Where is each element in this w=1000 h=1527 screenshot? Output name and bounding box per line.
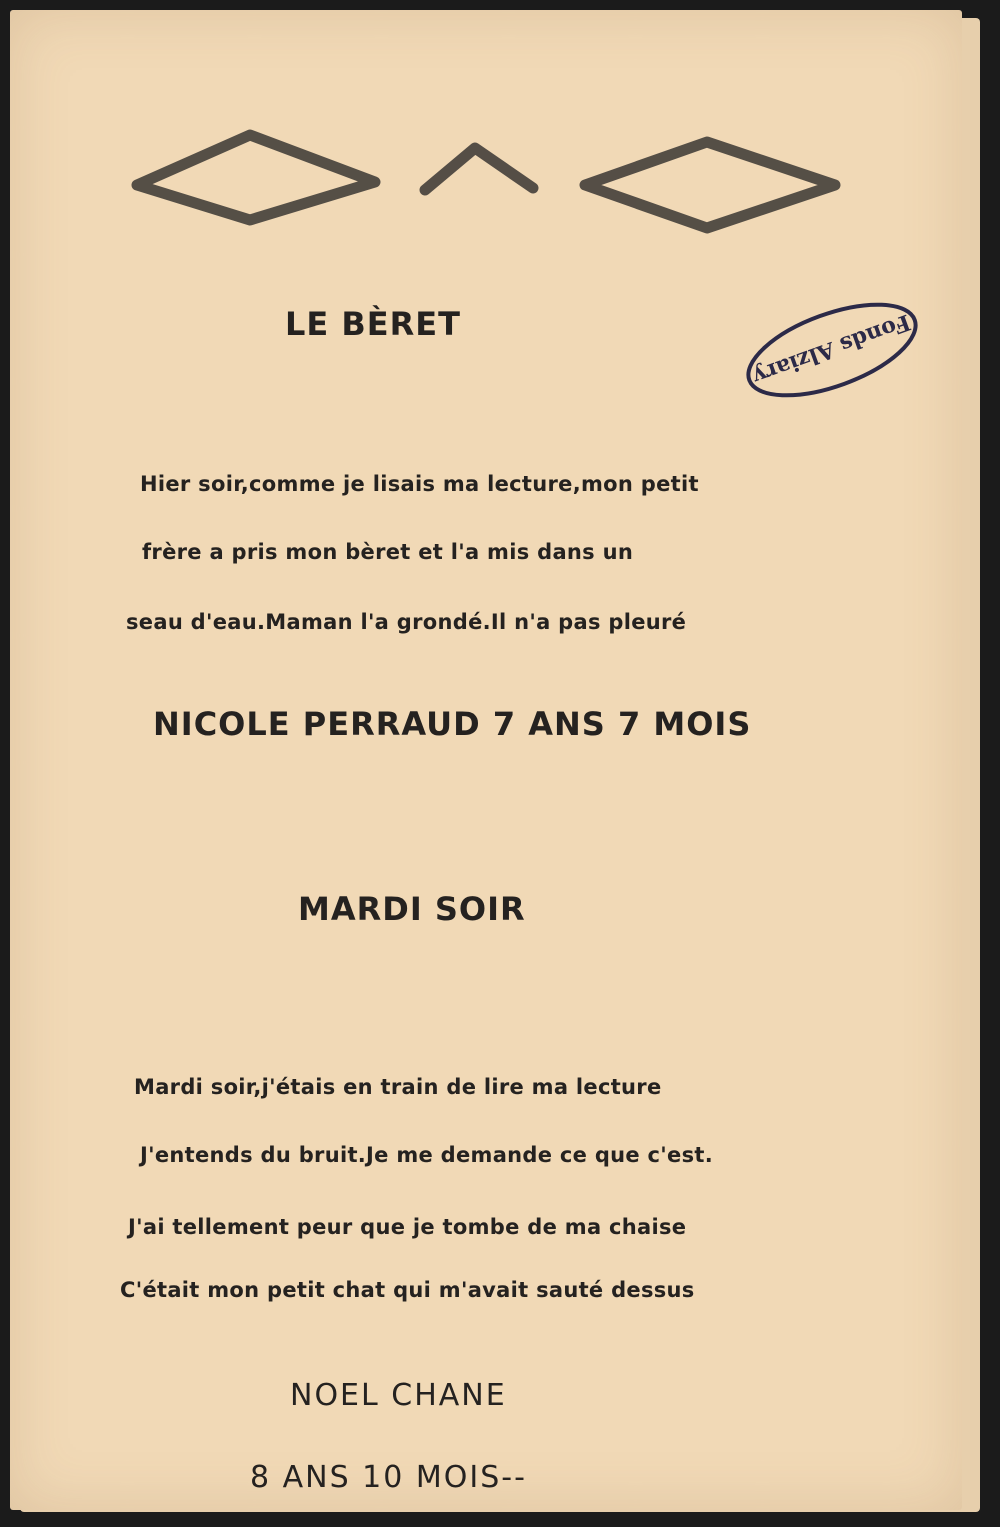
decorative-ornament [125,120,845,260]
document-page [10,10,962,1510]
poem1-title: LE BÈRET [285,305,461,343]
poem2-age: 8 ANS 10 MOIS-- [250,1460,527,1495]
poem1-line-3: seau d'eau.Maman l'a grondé.Il n'a pas pleuré [126,610,687,634]
poem2-line-3: J'ai tellement peur que je tombe de ma chaise [128,1215,687,1239]
stamp-text: Fonds Alziary [749,308,914,390]
poem1-author: NICOLE PERRAUD 7 ANS 7 MOIS [153,705,752,743]
poem2-author: NOEL CHANE [290,1378,507,1413]
poem2-line-1: Mardi soir,j'étais en train de lire ma lecture [134,1075,662,1099]
poem2-line-4: C'était mon petit chat qui m'avait sauté dessus [120,1278,695,1302]
poem1-line-2: frère a pris mon bèret et l'a mis dans un [142,540,634,564]
poem2-title: MARDI SOIR [298,890,526,928]
poem2-line-2: J'entends du bruit.Je me demande ce que c'est. [140,1143,713,1167]
poem1-line-1: Hier soir,comme je lisais ma lecture,mon petit [140,472,699,496]
